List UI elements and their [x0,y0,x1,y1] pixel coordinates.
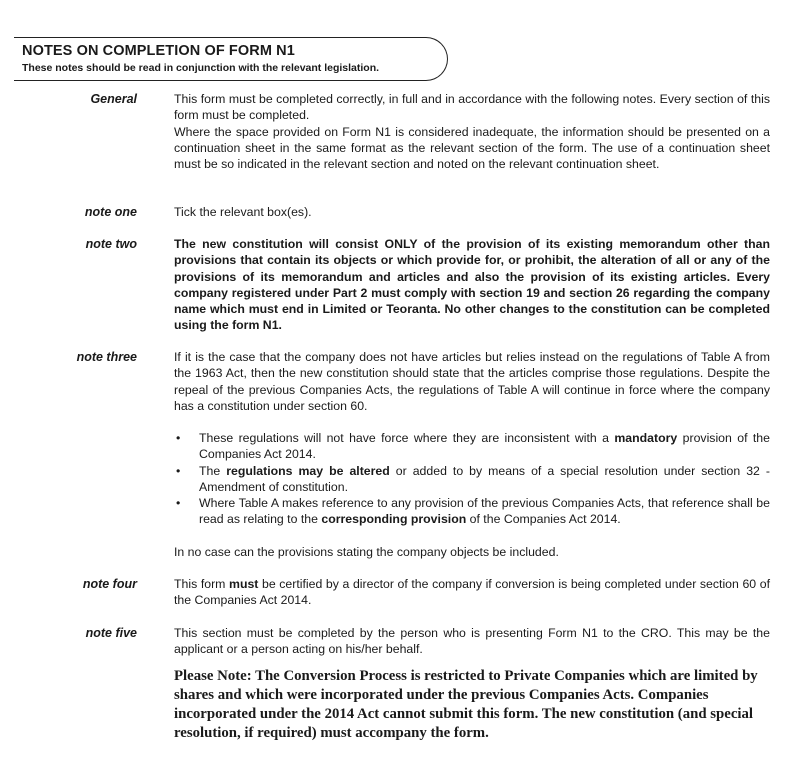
general-paragraph-1: This form must be completed correctly, in full and in accordance with the following notes. Every section of this form must be completed. [174,92,770,123]
label-note-one: note one [84,205,137,219]
bullet-icon: • [176,496,181,511]
label-note-four: note four [82,577,137,591]
note-three-closing: In no case can the provisions stating the company objects be included. [174,545,559,559]
list-item: • These regulations will not have force where they are inconsistent with a mandatory provision of the Companies Act 2014. [176,431,770,462]
list-item: • The regulations may be altered or added to by means of a special resolution under section 32 - Amendment of constitution. [176,463,770,494]
list-item: • Where Table A makes reference to any provision of the previous Companies Acts, that reference shall be read as relating to the corresponding provision of the Companies Act 2014. [176,496,770,527]
note-five-text: This section must be completed by the person who is presenting Form N1 to the CRO. This may be the applicant or a person acting on his/her behalf. [174,626,770,657]
label-note-three: note three [76,350,137,364]
general-paragraph-2: Where the space provided on Form N1 is considered inadequate, the information should be presented on a continuation sheet in the same format as the relevant section of the form. The use of a continuation sheet must be so indicated in the relevant section and noted on the relevant continuation sheet. [174,124,770,172]
note-three-bullets [174,430,770,528]
note-four-text: This form must be certified by a director of the company if conversion is being completed under section 60 of the Companies Act 2014. [174,577,770,608]
bullet-icon: • [176,431,181,445]
please-note-text: Please Note: The Conversion Process is restricted to Private Companies which are limited by shares and which were incorporated under the previous Companies Acts. Companies incorporated under the 2014 Act cannot submit this form. The new constitution (and special resolution, if required) must accompany the form. [174,668,758,741]
page-title: NOTES ON COMPLETION OF FORM N1 [22,43,295,59]
label-note-five: note five [85,626,137,640]
bullet-icon: • [176,463,181,478]
note-one-text: Tick the relevant box(es). [174,205,312,219]
note-two-text: The new constitution will consist ONLY of the provision of its existing memorandum other than provisions that contain its objects or which provide for, or prohibit, the alteration of all or any of the provisions of its memorandum and articles and also the provision of its existing articles. Every company registered under Part 2 must comply with section 19 and section 26 regarding the company name which must end in Limited or Teoranta. No other changes to the constitution can be completed using the form N1. [174,237,770,333]
label-note-two: note two [85,237,137,251]
general-text [174,91,770,172]
page-subtitle: These notes should be read in conjunction with the relevant legislation. [22,62,380,74]
label-general: General [90,92,137,106]
header-box [14,37,448,81]
note-three-text: If it is the case that the company does not have articles but relies instead on the regulations of Table A from the 1963 Act, then the new constitution should state that the articles comprise those regulations. Despite the repeal of the previous Companies Acts, the regulations of Table A will continue in force where the company has a constitution under section 60. [174,350,770,413]
